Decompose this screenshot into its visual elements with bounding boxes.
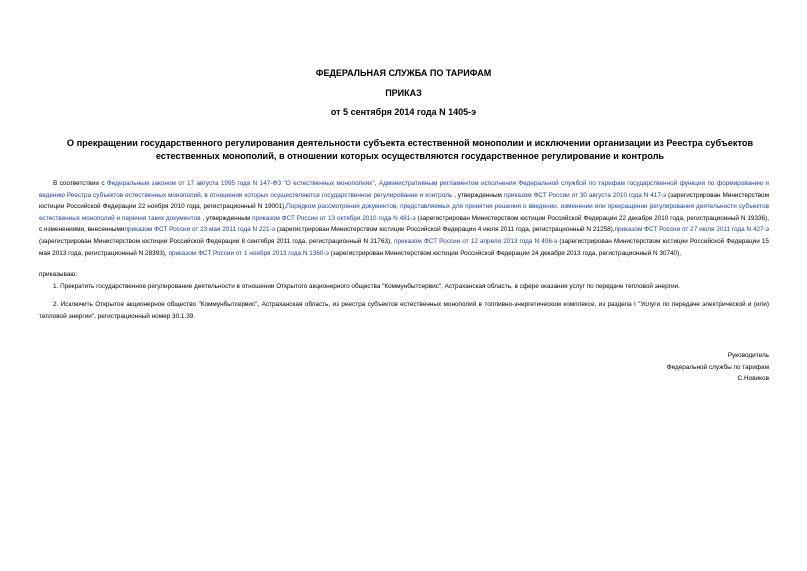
preamble-text: ,	[374, 180, 379, 187]
date-number-heading: от 5 сентября 2014 года N 1405-э	[330, 107, 477, 117]
preamble-text: В соответствии с	[53, 180, 107, 187]
preamble-text: (зарегистрирован Министерством юстиции Российской Федерации 8 сентября 2011 года, регистрационный N 21763),	[39, 237, 394, 245]
signature-name: С.Новиков	[737, 375, 769, 383]
order-item-1: 1. Прекратить государственное регулирование деятельности в отношении Открытого акционерного общества "Коммунбытсервис", Астраханская область, в сфере оказания услуг по передаче тепловой энергии.	[53, 283, 680, 290]
signature-position: Руководитель	[727, 352, 769, 359]
preamble-text: (зарегистрирован Министерством юстиции Российской Федерации 24 декабря 2013 года, регистрационный N 30740),	[328, 249, 682, 257]
preamble-text: , утвержденным	[200, 214, 253, 222]
order-item-2: 2. Исключить Открытое акционерное общество "Коммунбытсервис", Астраханская область, из реестра субъектов естественных монополий в топливно-энергетическом комплексе, из раздела I "Услуги по передаче электрической и (или) тепловой энергии", регистрационный номер 30.1.39.	[39, 301, 769, 320]
link-order-481[interactable]: приказом ФСТ России от 13 октября 2010 года N 481-э	[252, 214, 416, 222]
order-word: приказываю:	[39, 271, 77, 278]
link-procedure[interactable]: Порядком рассмотрения документов, представляемых для принятия решения о введении, изменении или прекращении регулирования деятельности субъектов естественных монополий и перечня таких документов	[39, 203, 769, 222]
signature-organization: Федеральной службы по тарифам	[666, 363, 769, 371]
preamble-text: (зарегистрирован Министерством юстиции Российской Федерации 22 ноября 2010 года, регистрационный N 19001),	[39, 191, 769, 211]
link-order-1360[interactable]: приказом ФСТ России от 1 ноября 2013 года N 1360-э	[168, 249, 329, 257]
preamble-text: , утвержденным	[452, 191, 504, 199]
link-federal-law[interactable]: Федеральным законом от 17 августа 1995 года N 147-ФЗ "О естественных монополиях"	[106, 180, 375, 187]
document-type-heading: ПРИКАЗ	[385, 88, 422, 98]
order-title: О прекращении государственного регулирования деятельности субъекта естественной монополии и исключении организации из Реестра субъектов естественных монополий, в отношении которых осуществляются государственное регулирование и контроль	[66, 138, 754, 161]
link-order-221[interactable]: приказом ФСТ России от 23 мая 2011 года N 221-э	[124, 226, 275, 234]
preamble-text: (зарегистрирован Министерством юстиции Российской Федерации 4 июля 2011 года, регистрационный N 21258),	[274, 226, 615, 234]
link-order-406[interactable]: приказом ФСТ России от 12 апреля 2013 года N 406-э	[393, 237, 558, 245]
preamble-text: (зарегистрирован Министерством юстиции Российской Федерации 15 мая 2013 года, регистрационный N 28393),	[39, 237, 769, 257]
link-order-417[interactable]: приказом ФСТ России от 30 августа 2010 года N 417-э	[503, 191, 667, 199]
preamble-text: (зарегистрирован Министерством юстиции Российской Федерации 22 декабря 2010 года, регистрационный N 19336), с изменениями, внесенными	[39, 214, 770, 234]
preamble-paragraph	[39, 178, 769, 259]
agency-heading: ФЕДЕРАЛЬНАЯ СЛУЖБА ПО ТАРИФАМ	[315, 68, 492, 78]
signature-block	[667, 350, 769, 385]
link-order-427[interactable]: приказом ФСТ России от 27 июля 2011 года N 427-э	[614, 226, 770, 234]
link-admin-regulation[interactable]: Административным регламентом исполнения Федеральной службой по тарифам государственной функции по формированию и ведению Реестра субъектов естественных монополий, в отношении которых осуществляются государственное регулирование и контроль	[39, 180, 769, 199]
